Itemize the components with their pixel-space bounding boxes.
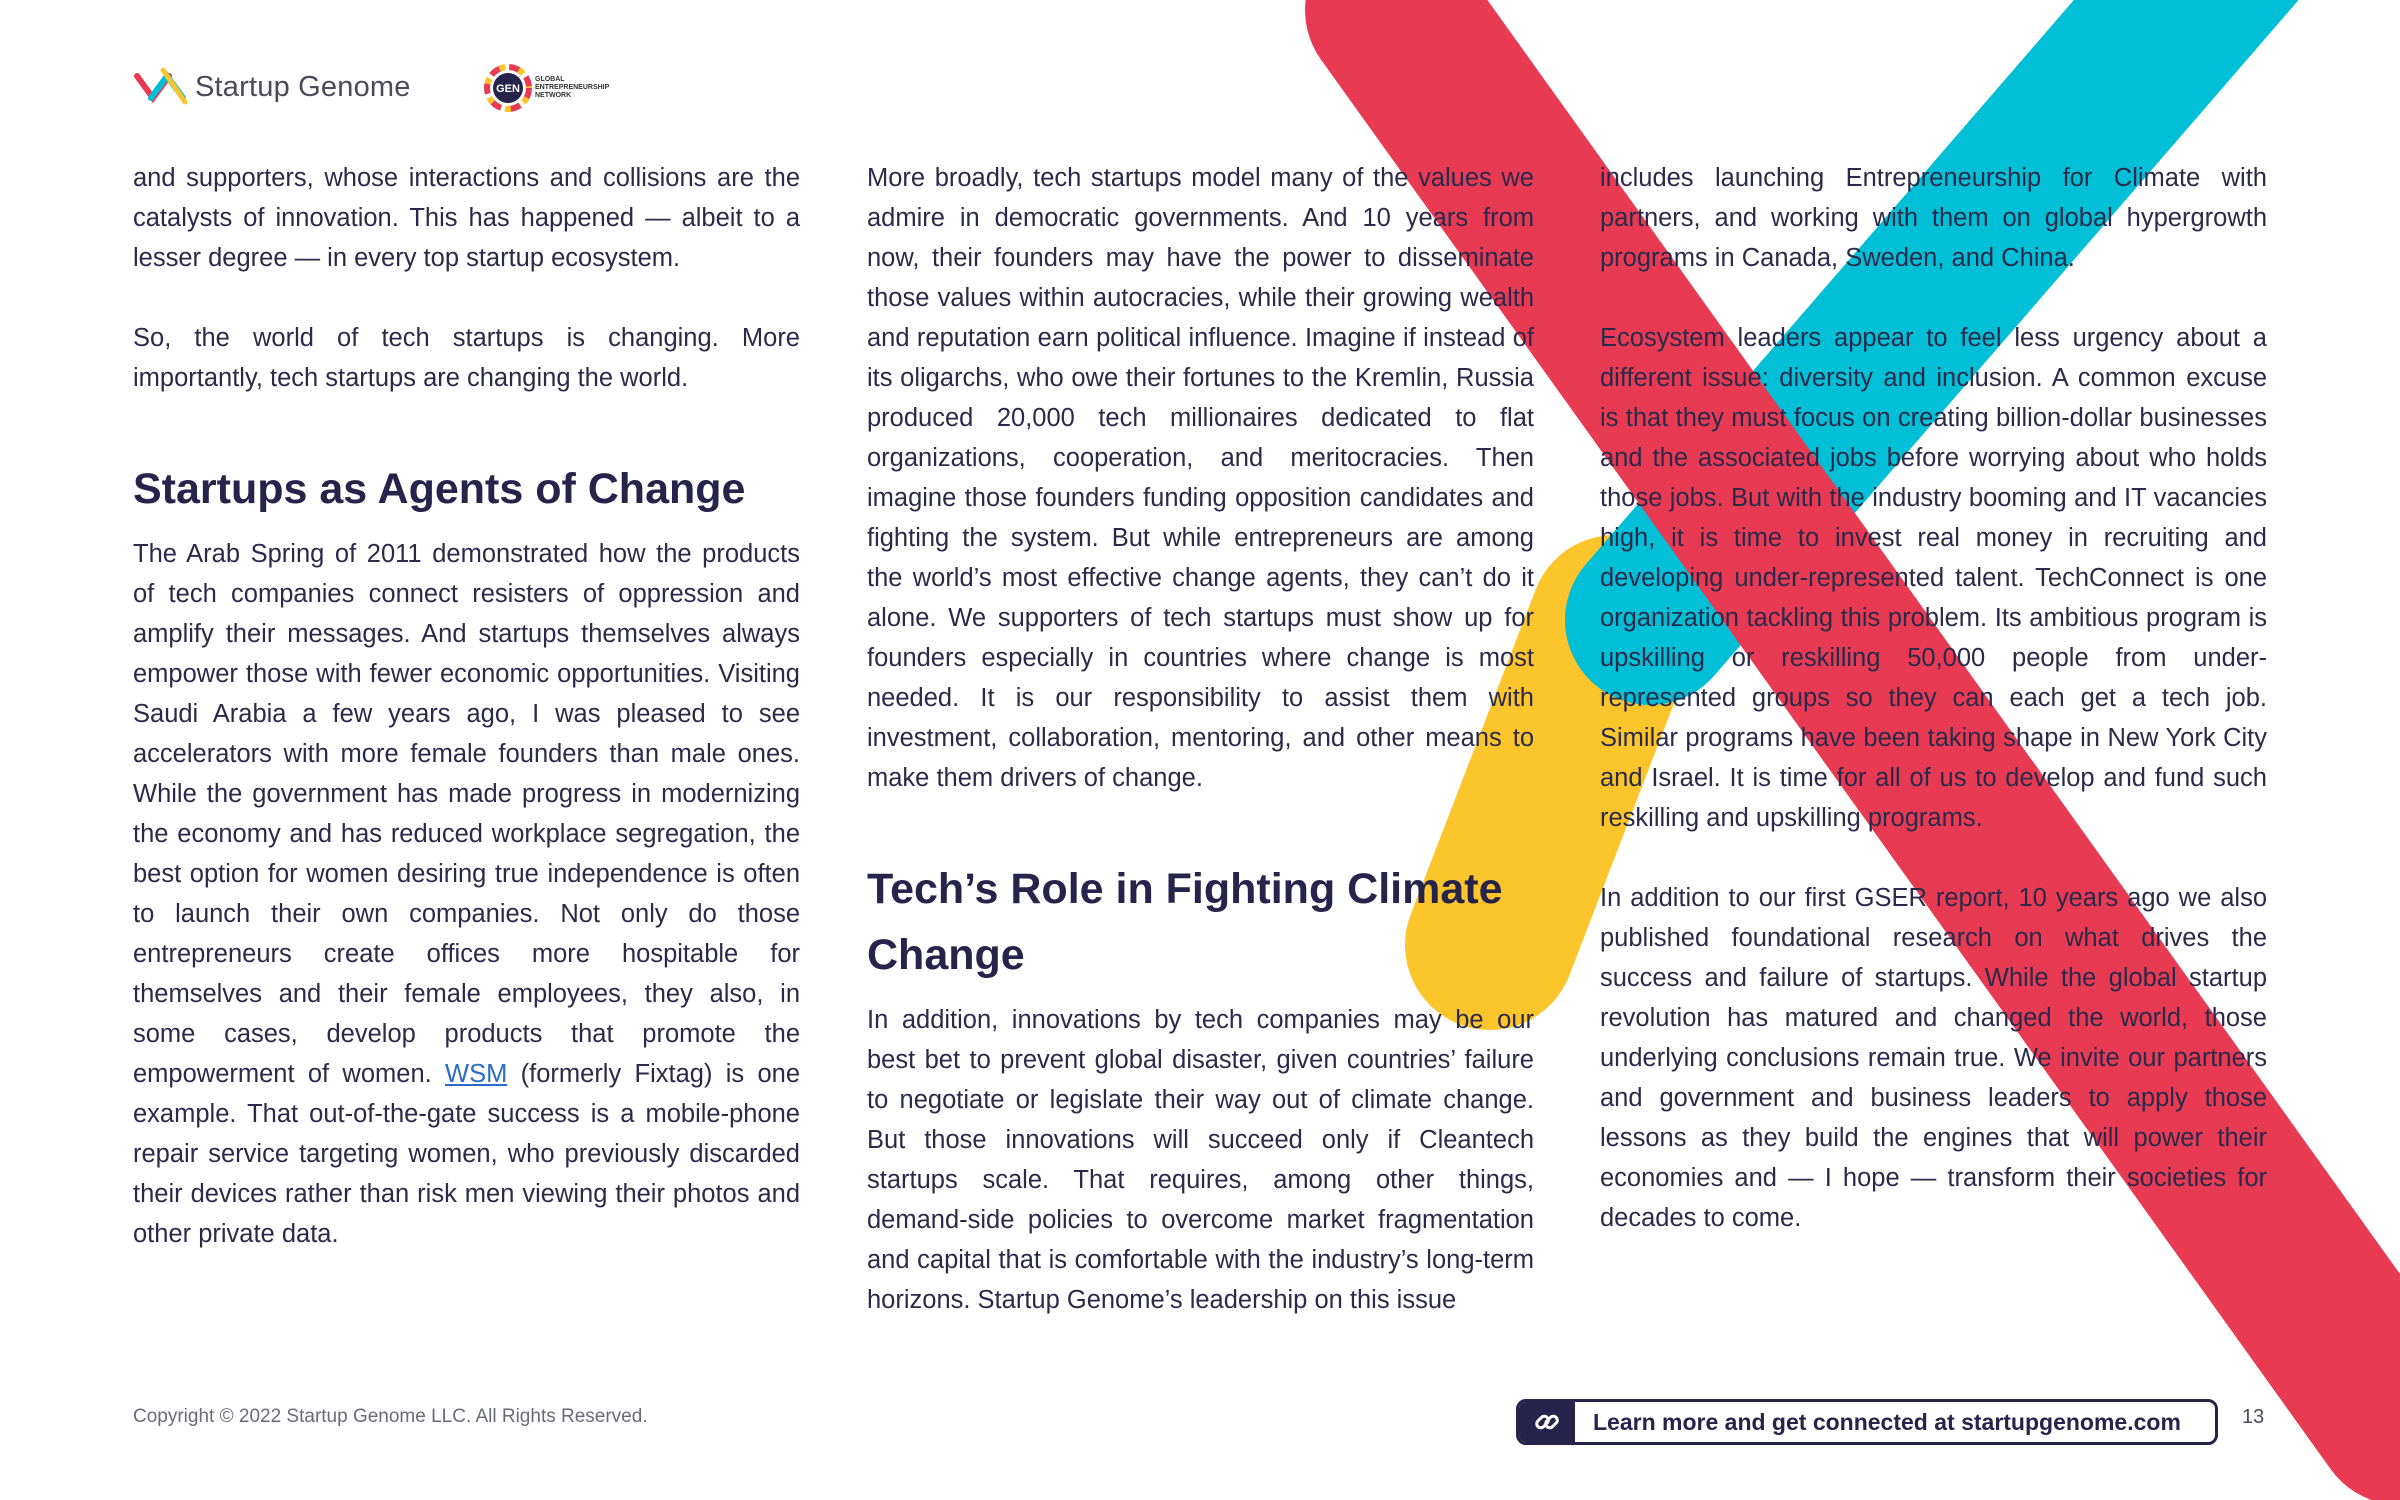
- column-2: [867, 158, 1534, 1360]
- gen-line-1: GLOBAL: [535, 76, 565, 83]
- learn-more-label: Learn more and get connected at startupgenome.com: [1593, 1408, 2181, 1435]
- copyright-text: Copyright © 2022 Startup Genome LLC. All Rights Reserved.: [133, 1406, 648, 1427]
- section-heading-climate-change: Tech’s Role in Fighting Climate Change: [867, 865, 1503, 979]
- paragraph-wsm: [133, 534, 800, 1254]
- paragraph: includes launching Entrepreneurship for Climate with partners, and working with them on global hypergrowth programs in Canada, Sweden, and China.: [1600, 164, 2267, 272]
- paragraph-text: (formerly Fixtag) is one example. That out-of-the-gate success is a mobile-phone repair service targeting women, who previously discarded their devices rather than risk men viewing their photos and other private data.: [133, 1060, 801, 1248]
- column-3: [1600, 158, 2267, 1278]
- startup-genome-logo: [133, 62, 411, 112]
- paragraph: and supporters, whose interactions and collisions are the catalysts of innovation. This has happened — albeit to a lesser degree — in every top startup ecosystem.: [133, 164, 800, 272]
- gen-logo-label: [535, 76, 615, 100]
- learn-more-button[interactable]: [1516, 1399, 2218, 1445]
- paragraph-text: The Arab Spring of 2011 demonstrated how the products of tech companies connect resisters of oppression and amplify their messages. And startups themselves always empower those with fewer economic opportunities. Visiting Saudi Arabia a few years ago, I was pleased to see accelerators with more female founders than male ones. While the government has made progress in modernizing the economy and has reduced workplace segregation, the best option for women desiring true independence is often to launch their own companies. Not only do those entrepreneurs create offices more hospitable for themselves and their female employees, they also, in some cases, develop products that promote the empowerment of women.: [133, 540, 800, 1088]
- paragraph: More broadly, tech startups model many of the values we admire in democratic governments. And 10 years from now, their founders may have the power to disseminate those values within autocracies, while their growing wealth and reputation earn political influence. Imagine if instead of its oligarchs, who owe their fortunes to the Kremlin, Russia produced 20,000 tech millionaires dedicated to flat organizations, cooperation, and meritocracies. Then imagine those founders funding opposition candidates and fighting the system. But while entrepreneurs are among the world’s most effective change agents, they can’t do it alone. We supporters of tech startups must show up for founders especially in countries where change is most needed. It is our responsibility to assist them with investment, collaboration, mentoring, and other means to make them drivers of change.: [867, 164, 1534, 792]
- section-heading-agents-of-change: Startups as Agents of Change: [133, 465, 746, 513]
- gen-logo-icon: [484, 64, 532, 112]
- brand-name: Startup Genome: [195, 70, 411, 103]
- gen-logo-letters: GEN: [496, 83, 520, 95]
- paragraph: Ecosystem leaders appear to feel less urgency about a different issue: diversity and inclusion. A common excuse is that they must focus on creating billion-dollar businesses and the associated jobs before worrying about who holds those jobs. But with the industry booming and IT vacancies high, it is time to invest real money in recruiting and developing under-represented talent. TechConnect is one organization tackling this problem. Its ambitious program is upskilling or reskilling 50,000 people from under-represented groups so they can each get a tech job. Similar programs have been taking shape in New York City and Israel. It is time for all of us to develop and fund such reskilling and upskilling programs.: [1600, 324, 2267, 832]
- gen-logo: [484, 64, 615, 112]
- link-icon: [1519, 1402, 1575, 1442]
- startup-genome-logo-icon: [133, 62, 191, 112]
- column-1: [133, 158, 800, 1294]
- gen-line-2: ENTREPRENEURSHIP: [535, 84, 610, 91]
- wsm-link[interactable]: WSM: [445, 1060, 508, 1088]
- page-number: 13: [2242, 1406, 2265, 1428]
- paragraph: In addition, innovations by tech companies may be our best bet to prevent global disaster, given countries’ failure to negotiate or legislate their way out of climate change. But those innovations will succeed only if Cleantech startups scale. That requires, among other things, demand-side policies to overcome market fragmentation and capital that is comfortable with the industry’s long-term horizons. Startup Genome’s leadership on this issue: [867, 1006, 1534, 1314]
- paragraph: In addition to our first GSER report, 10 years ago we also published foundational research on what drives the success and failure of startups. While the global startup revolution has matured and changed the world, those underlying conclusions remain true. We invite our partners and government and business leaders to apply those lessons as they build the engines that will power their economies and — I hope — transform their societies for decades to come.: [1600, 884, 2267, 1232]
- gen-line-3: NETWORK: [535, 92, 572, 99]
- paragraph: So, the world of tech startups is changing. More importantly, tech startups are changing the world.: [133, 324, 800, 392]
